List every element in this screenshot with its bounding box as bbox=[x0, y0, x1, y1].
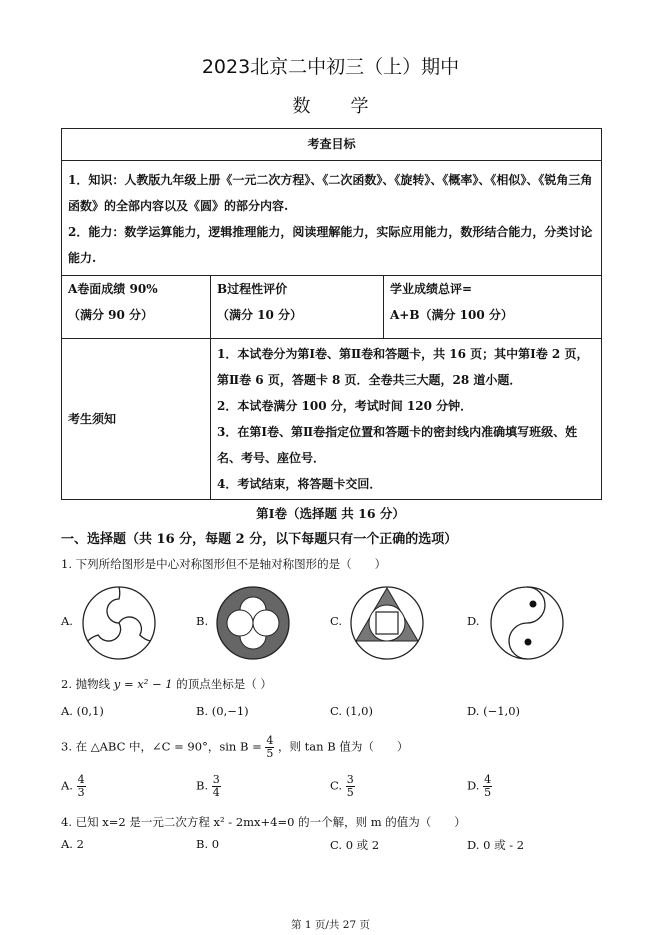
q4-option-c: C. 0 或 2 bbox=[330, 838, 380, 852]
q3-option-c bbox=[330, 774, 355, 799]
fraction-numerator: 3 bbox=[346, 773, 354, 786]
q3-option-a bbox=[61, 774, 86, 799]
option-label: C. bbox=[330, 778, 343, 793]
triskelion-circle-figure bbox=[80, 584, 158, 662]
score-total-label: 学业成绩总评= bbox=[390, 282, 473, 296]
q2-option-d: D. (−1,0) bbox=[467, 704, 521, 718]
goal-knowledge: 1．知识：人教版九年级上册《一元二次方程》、《二次函数》、《旋转》、《概率》、《相似》、《锐角三角函数》的全部内容以及《圆》的部分内容. bbox=[68, 173, 593, 213]
notice-item: 2．本试卷满分 100 分，考试时间 120 分钟． bbox=[217, 399, 473, 413]
fraction-numerator: 3 bbox=[212, 773, 220, 786]
notice-item: 3．在第Ⅰ卷、第Ⅱ卷指定位置和答题卡的密封线内准确填写班级、姓名、考号、座位号． bbox=[217, 425, 578, 465]
notice-cell bbox=[211, 339, 602, 500]
score-b-max: （满分 10 分） bbox=[217, 308, 303, 322]
q2-formula: y = x² − 1 bbox=[113, 677, 173, 691]
q1-option-b: B. bbox=[196, 614, 209, 628]
q1-option-d: D. bbox=[467, 614, 480, 628]
q4-option-b: B. 0 bbox=[196, 837, 220, 851]
fraction-numerator: 4 bbox=[77, 773, 85, 786]
q1-option-c: C. bbox=[330, 614, 343, 628]
q2-option-b: B. (0,−1) bbox=[196, 704, 249, 718]
score-total-cell bbox=[384, 276, 602, 339]
q4-option-a: A. 2 bbox=[61, 837, 84, 851]
four-petal-circle-figure bbox=[214, 584, 292, 662]
table-heading: 考查目标 bbox=[62, 129, 602, 161]
q2-option-a: A. (0,1) bbox=[61, 704, 104, 718]
score-a-label: A卷面成绩 90% bbox=[68, 282, 158, 296]
score-b-label: B过程性评价 bbox=[217, 282, 288, 296]
q2-stem-text: 2. 抛物线 bbox=[61, 677, 111, 691]
q3-option-b bbox=[196, 774, 221, 799]
page-footer: 第 1 页/共 27 页 bbox=[291, 919, 370, 931]
q2-stem bbox=[61, 676, 272, 692]
option-fraction bbox=[77, 774, 86, 799]
option-fraction bbox=[483, 774, 492, 799]
option-label: D. bbox=[467, 778, 480, 793]
q4-stem: 4. 已知 x=2 是一元二次方程 x² - 2mx+4=0 的一个解，则 m 的值为（ ） bbox=[61, 815, 466, 829]
q3-fraction bbox=[265, 735, 274, 760]
subject-title: 数学 bbox=[292, 96, 409, 117]
q3-stem bbox=[61, 735, 408, 760]
exam-info-table bbox=[61, 128, 602, 500]
fraction-denominator: 5 bbox=[484, 786, 492, 799]
goals-cell bbox=[62, 161, 602, 276]
section-title: 一、选择题（共 16 分，每题 2 分，以下每题只有一个正确的选项） bbox=[61, 532, 458, 547]
q3-option-d bbox=[467, 774, 492, 799]
page-title: 2023北京二中初三（上）期中 bbox=[201, 56, 460, 78]
option-fraction bbox=[212, 774, 221, 799]
q4-option-d: D. 0 或 - 2 bbox=[467, 838, 525, 852]
notice-item: 1．本试卷分为第Ⅰ卷、第Ⅱ卷和答题卡，共 16 页；其中第Ⅰ卷 2 页，第Ⅱ卷 6 页，答题卡 8 页．全卷共三大题，28 道小题． bbox=[217, 347, 589, 387]
q1-stem: 1. 下列所给图形是中心对称图形但不是轴对称图形的是（ ） bbox=[61, 557, 387, 571]
yin-yang-circle-figure bbox=[488, 584, 566, 662]
goal-ability: 2．能力：数学运算能力，逻辑推理能力，阅读理解能力，实际应用能力，数形结合能力，分类讨论能力. bbox=[68, 225, 593, 265]
option-label: B. bbox=[196, 778, 209, 793]
q3-stem-text: 3. 在 △ABC 中，∠C = 90°，sin B = bbox=[61, 739, 262, 754]
part-heading: 第Ⅰ卷（选择题 共 16 分） bbox=[256, 506, 405, 521]
fraction-denominator: 5 bbox=[266, 747, 274, 760]
fraction-numerator: 4 bbox=[484, 773, 492, 786]
option-fraction bbox=[346, 774, 355, 799]
score-total-max: A+B（满分 100 分） bbox=[390, 308, 513, 322]
notice-label: 考生须知 bbox=[62, 339, 211, 500]
score-a-max: （满分 90 分） bbox=[68, 308, 154, 322]
fraction-numerator: 4 bbox=[266, 734, 274, 747]
score-b-cell bbox=[211, 276, 384, 339]
q2-stem-tail: 的顶点坐标是（ ） bbox=[176, 677, 272, 691]
fraction-denominator: 3 bbox=[77, 786, 85, 799]
option-label: A. bbox=[61, 778, 73, 793]
q1-option-a: A. bbox=[61, 614, 73, 628]
fraction-denominator: 4 bbox=[212, 786, 220, 799]
q3-stem-tail: ，则 tan B 值为（ ） bbox=[278, 739, 409, 754]
fraction-denominator: 5 bbox=[346, 786, 354, 799]
q2-option-c: C. (1,0) bbox=[330, 704, 373, 718]
triangle-square-circle-figure bbox=[348, 584, 426, 662]
notice-item: 4．考试结束，将答题卡交回． bbox=[217, 477, 382, 491]
score-a-cell bbox=[62, 276, 211, 339]
